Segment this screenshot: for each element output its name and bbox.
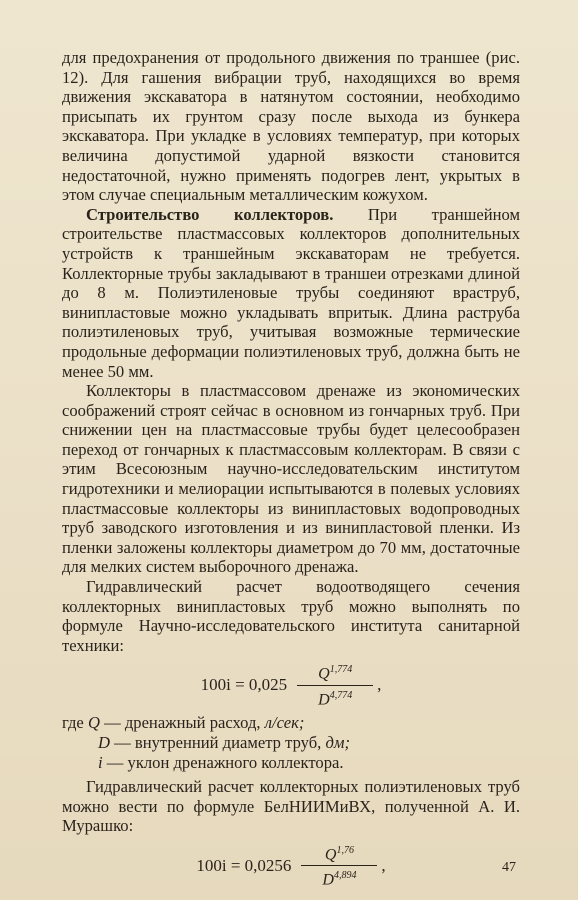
section-heading: Строительство коллекторов. bbox=[86, 204, 334, 224]
page-body bbox=[62, 48, 520, 894]
formula-2-num-base: Q bbox=[324, 846, 337, 864]
formula-1 bbox=[62, 661, 520, 709]
paragraph-3: Коллекторы в пластмассовом дренаже из экономических соображений строят сейчас в основном из гончарных труб. При снижении цен на пластмассовые трубы будет целесообразен переход от гончарных к пластмассовым коллекторам. В связи с этим Всесоюзным научно-исследовательским институтом гидротехники и мелиорации испытываются в полевых условиях пластмассовые коллекторы из винипластовых водопроводных труб заводского изготовления и из винипластовой пленки. Из пленки заложены коллекторы диаметром до 70 мм, достаточные для мелких систем выборочного дренажа. bbox=[62, 381, 520, 577]
definition-d-text: — внутренний диаметр труб, bbox=[109, 733, 326, 753]
formula-1-den-exp: 4,774 bbox=[329, 689, 353, 701]
symbol-d: D bbox=[98, 733, 110, 753]
fraction-bar bbox=[301, 865, 377, 866]
paragraph-4: Гидравлический расчет водоотводящего сечения коллекторных винипластовых труб можно выполнять по формуле Научно-исследовательского института санитарной техники: bbox=[62, 577, 520, 655]
formula-1-fraction bbox=[297, 661, 373, 709]
formula-1-denominator bbox=[318, 687, 352, 709]
formula-2-den-exp: 4,894 bbox=[333, 870, 357, 882]
unit-d: дм; bbox=[325, 733, 350, 753]
definition-i-text: — уклон дренажного коллектора. bbox=[102, 753, 344, 773]
definition-i bbox=[62, 753, 520, 773]
page-number: 47 bbox=[502, 860, 516, 875]
formula-1-numerator bbox=[318, 661, 352, 683]
formula-2-num-exp: 1,76 bbox=[336, 844, 354, 856]
definition-q bbox=[62, 713, 520, 733]
paragraph-1: для предохранения от продольного движения по траншее (рис. 12). Для гашения вибрации труб, находящихся во время движения экскаватора в натянутом состоянии, необходимо присыпать их грунтом сразу после выхода из бункера экскаватора. При укладке в условиях температур, при которых величина допустимой ударной вязкости становится недостаточной, нужно применять подогрев лент, укрытых в этом случае специальным металлическим кожухом. bbox=[62, 48, 520, 205]
formula-2-lhs: 100i = 0,0256 bbox=[196, 855, 292, 875]
formula-2-tail: , bbox=[381, 855, 386, 875]
formula-1-num-exp: 1,774 bbox=[329, 664, 353, 676]
formula-2-numerator bbox=[325, 842, 354, 864]
formula-1-lhs: 100i = 0,025 bbox=[200, 675, 288, 695]
formula-2 bbox=[62, 842, 520, 890]
formula-2-den-base: D bbox=[322, 871, 334, 889]
definition-d bbox=[62, 733, 520, 753]
definition-q-text: — дренажный расход, bbox=[99, 713, 265, 733]
paragraph-2 bbox=[62, 205, 520, 381]
fraction-bar bbox=[297, 685, 373, 686]
unit-q: л/сек; bbox=[264, 713, 305, 733]
definitions-intro: где bbox=[62, 713, 84, 733]
formula-1-tail: , bbox=[377, 675, 382, 695]
symbol-q: Q bbox=[87, 713, 100, 733]
formula-2-denominator bbox=[322, 867, 356, 889]
variable-definitions bbox=[62, 713, 520, 773]
paragraph-5: Гидравлический расчет коллекторных полиэтиленовых труб можно вести по формуле БелНИИМиВХ, полученной А. И. Мурашко: bbox=[62, 777, 520, 836]
paragraph-2-text: При траншейном строительстве пластмассовых коллекторов дополнительных устройств к траншейным экскаваторам не требуется. Коллекторные трубы закладывают в траншеи отрезками длиной до 8 м. Полиэтиленовые трубы соединяют враструб, винипластовые можно укладывать впритык. Длина раструба полиэтиленовых труб, учитывая возможные термические продольные деформации полиэтиленовых труб, должна быть не менее 50 мм. bbox=[62, 204, 520, 381]
formula-2-fraction bbox=[301, 842, 377, 890]
formula-1-den-base: D bbox=[318, 691, 330, 709]
formula-1-num-base: Q bbox=[318, 665, 330, 683]
symbol-i: i bbox=[98, 753, 103, 773]
